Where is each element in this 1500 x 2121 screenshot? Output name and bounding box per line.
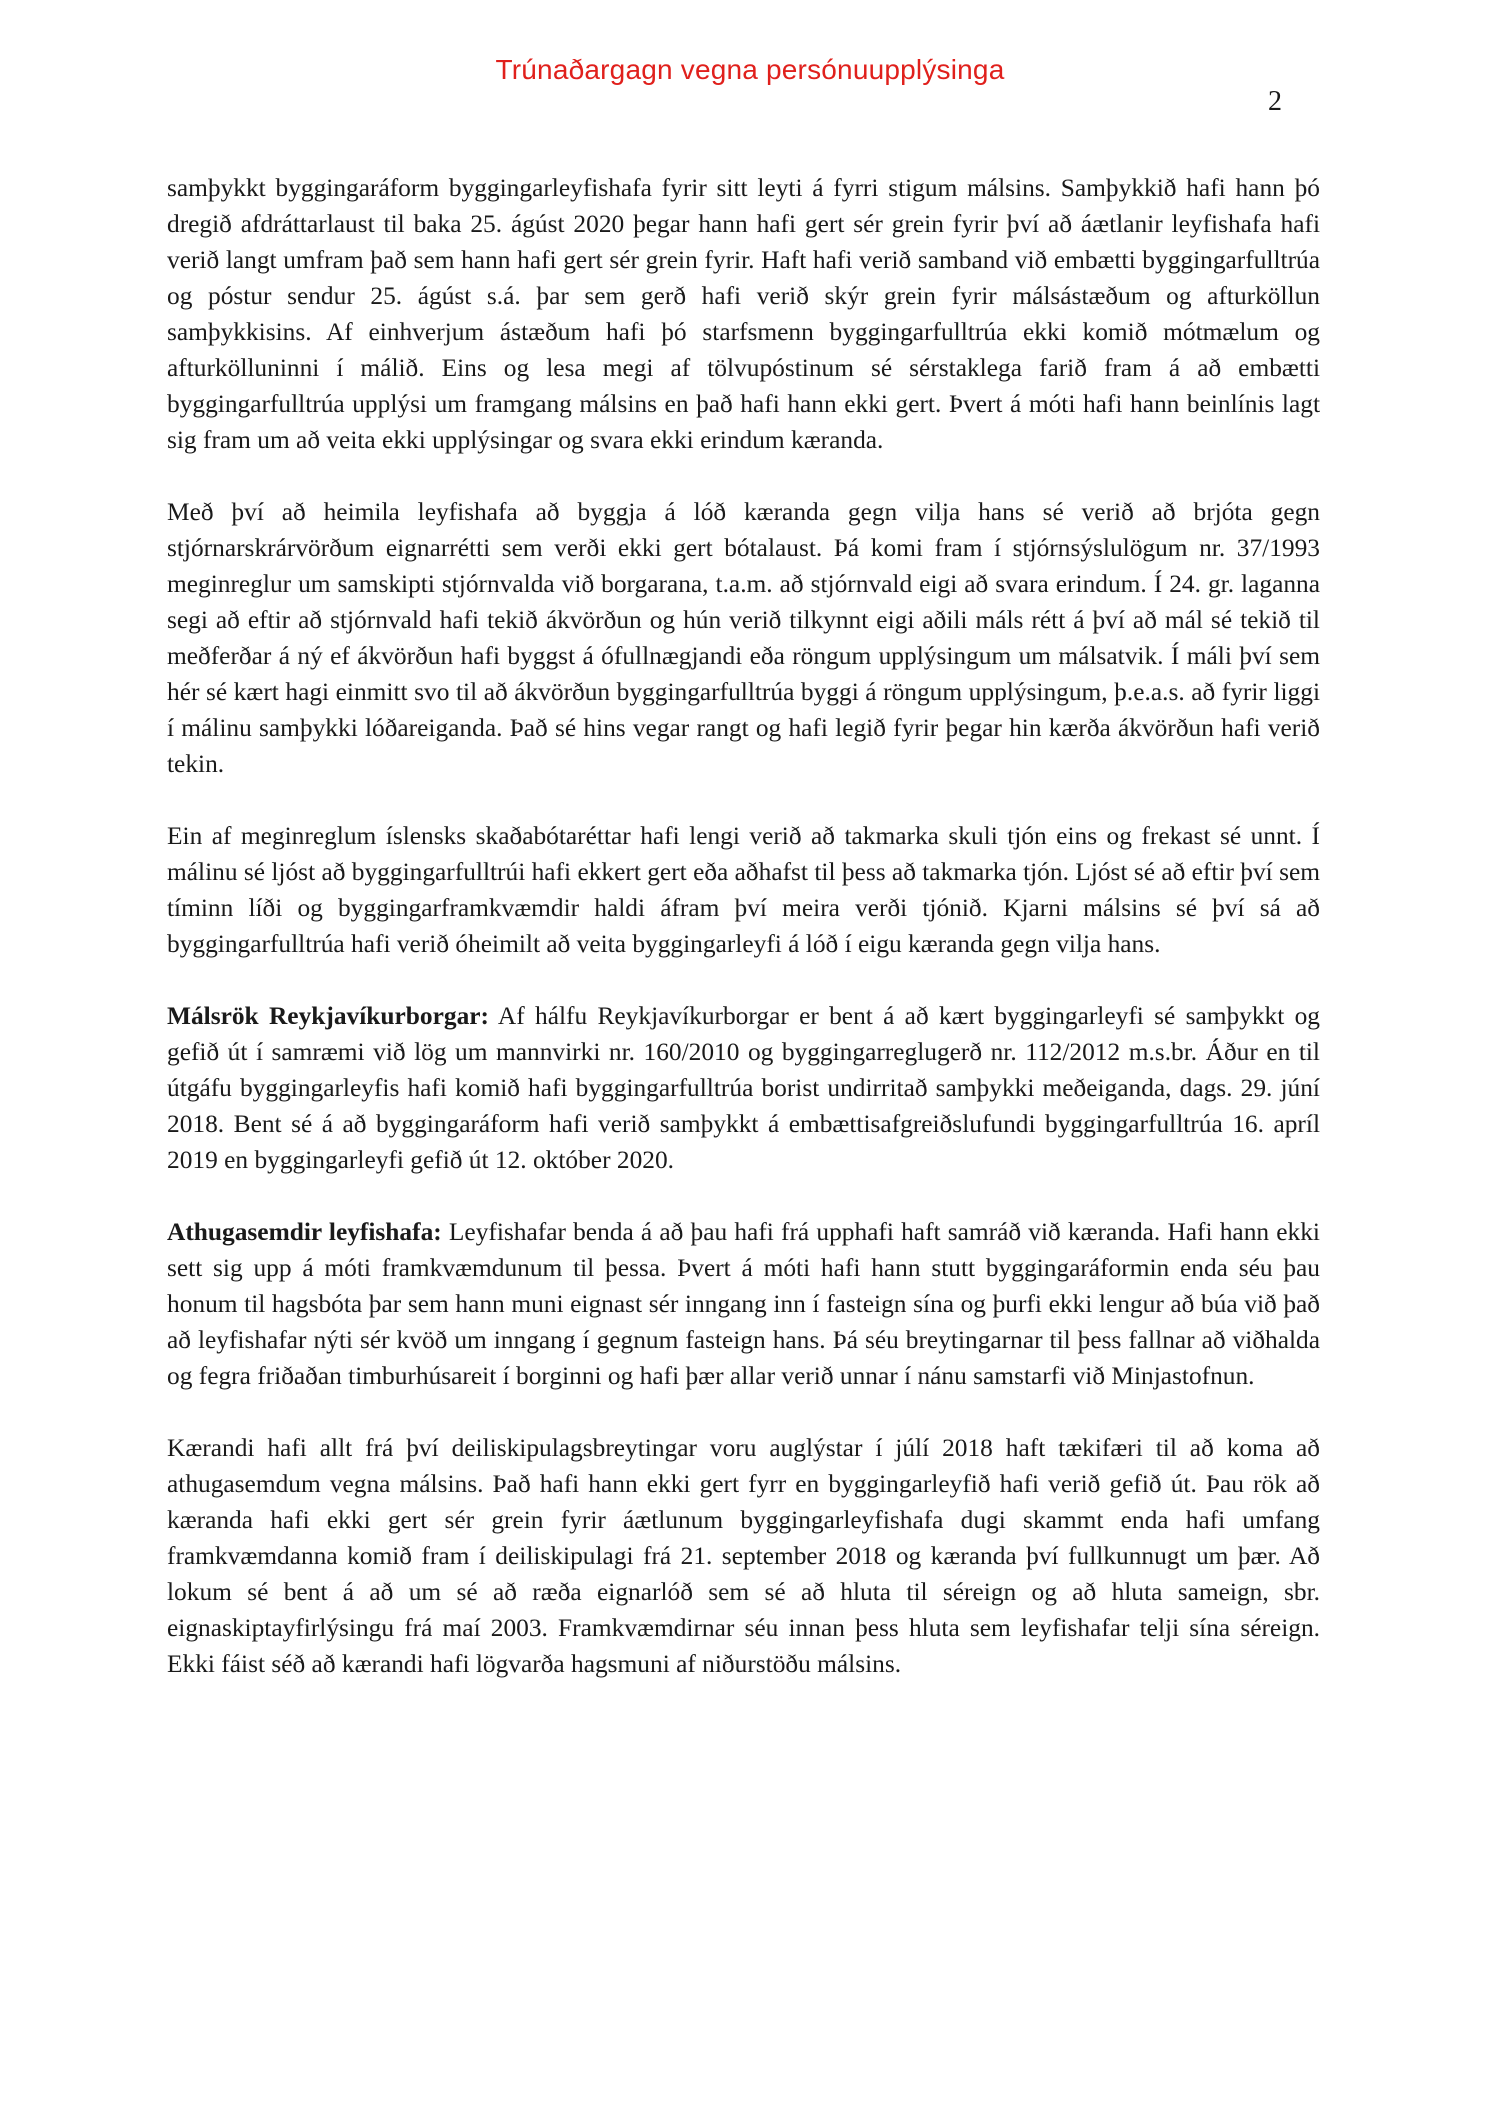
document-body: [167, 170, 1320, 1718]
paragraph-text: Ein af meginreglum íslensks skaðabótaréttar hafi lengi verið að takmarka skuli tjón eins og frekast sé unnt. Í málinu sé ljóst að byggingarfulltrúi hafi ekkert gert eða aðhafst til þess að takmarka tjón. Ljóst sé að eftir því sem tíminn líði og byggingarframkvæmdir haldi áfram því meira verði tjónið. Kjarni málsins sé því sá að byggingarfulltrúa hafi verið óheimilt að veita byggingarleyfi á lóð í eigu kæranda gegn vilja hans.: [167, 822, 1320, 958]
paragraph-text: samþykkt byggingaráform byggingarleyfishafa fyrir sitt leyti á fyrri stigum málsins. Samþykkið hafi hann þó dregið afdráttarlaust til baka 25. ágúst 2020 þegar hann hafi gert sér grein fyrir því að áætlanir leyfishafa hafi verið langt umfram það sem hann hafi gert sér grein fyrir. Haft hafi verið samband við embætti byggingarfulltrúa og póstur sendur 25. ágúst s.á. þar sem gerð hafi verið skýr grein fyrir málsástæðum og afturköllun samþykkisins. Af einhverjum ástæðum hafi þó starfsmenn byggingarfulltrúa ekki komið mótmælum og afturkölluninni í málið. Eins og lesa megi af tölvupóstinum sé sérstaklega farið fram á að embætti byggingarfulltrúa upplýsi um framgang málsins en það hafi hann ekki gert. Þvert á móti hafi hann beinlínis lagt sig fram um að veita ekki upplýsingar og svara ekki erindum kæranda.: [167, 174, 1320, 454]
section-heading-city: Málsrök Reykjavíkurborgar:: [167, 1002, 490, 1030]
paragraph-text: Með því að heimila leyfishafa að byggja á lóð kæranda gegn vilja hans sé verið að brjóta gegn stjórnarskrárvörðum eignarrétti sem verði ekki gert bótalaust. Þá komi fram í stjórnsýslulögum nr. 37/1993 meginreglur um samskipti stjórnvalda við borgarana, t.a.m. að stjórnvald eigi að svara erindum. Í 24. gr. laganna segi að eftir að stjórnvald hafi tekið ákvörðun og hún verið tilkynnt eigi aðili máls rétt á því að mál sé tekið til meðferðar á ný ef ákvörðun hafi byggst á ófullnægjandi eða röngum upplýsingum um málsatvik. Í máli því sem hér sé kært hagi einmitt svo til að ákvörðun byggingarfulltrúa byggi á röngum upplýsingum, þ.e.a.s. að fyrir liggi í málinu samþykki lóðareiganda. Það sé hins vegar rangt og hafi legið fyrir þegar hin kærða ákvörðun hafi verið tekin.: [167, 498, 1320, 778]
paragraph-text: Af hálfu Reykjavíkurborgar er bent á að kært byggingarleyfi sé samþykkt og gefið út í samræmi við lög um mannvirki nr. 160/2010 og byggingarreglugerð nr. 112/2012 m.s.br. Áður en til útgáfu byggingarleyfis hafi komið hafi byggingarfulltrúa borist undirritað samþykki meðeiganda, dags. 29. júní 2018. Bent sé á að byggingaráform hafi verið samþykkt á embættisafgreiðslufundi byggingarfulltrúa 16. apríl 2019 en byggingarleyfi gefið út 12. október 2020.: [167, 1002, 1320, 1174]
paragraph-2: [167, 494, 1320, 782]
paragraph-3: [167, 818, 1320, 962]
paragraph-4-city-arguments: [167, 998, 1320, 1178]
confidential-notice: Trúnaðargagn vegna persónuupplýsinga: [495, 54, 1005, 85]
page-number: 2: [1268, 86, 1282, 117]
section-heading-permit-holder: Athugasemdir leyfishafa:: [167, 1218, 442, 1246]
paragraph-text: Kærandi hafi allt frá því deiliskipulagsbreytingar voru auglýstar í júlí 2018 haft tækifæri til að koma að athugasemdum vegna málsins. Það hafi hann ekki gert fyrr en byggingarleyfið hafi verið gefið út. Þau rök að kæranda hafi ekki gert sér grein fyrir áætlunum byggingarleyfishafa dugi skammt enda hafi umfang framkvæmdanna komið fram í deiliskipulagi frá 21. september 2018 og kæranda því fullkunnugt um þær. Að lokum sé bent á að um sé að ræða eignarlóð sem sé að hluta til séreign og að hluta sameign, sbr. eignaskiptayfirlýsingu frá maí 2003. Framkvæmdirnar séu innan þess hluta sem leyfishafar telji sína séreign. Ekki fáist séð að kærandi hafi lögvarða hagsmuni af niðurstöðu málsins.: [167, 1434, 1320, 1678]
paragraph-1: [167, 170, 1320, 458]
paragraph-5-permit-holder-remarks: [167, 1214, 1320, 1394]
paragraph-6: [167, 1430, 1320, 1682]
paragraph-text: Leyfishafar benda á að þau hafi frá upphafi haft samráð við kæranda. Hafi hann ekki sett sig upp á móti framkvæmdunum til þessa. Þvert á móti hafi hann stutt byggingaráformin enda séu þau honum til hagsbóta þar sem hann muni eignast sér inngang inn í fasteign sína og þurfi ekki lengur að búa við það að leyfishafar nýti sér kvöð um inngang í gegnum fasteign hans. Þá séu breytingarnar til þess fallnar að viðhalda og fegra friðaðan timburhúsareit í borginni og hafi þær allar verið unnar í nánu samstarfi við Minjastofnun.: [167, 1218, 1320, 1390]
